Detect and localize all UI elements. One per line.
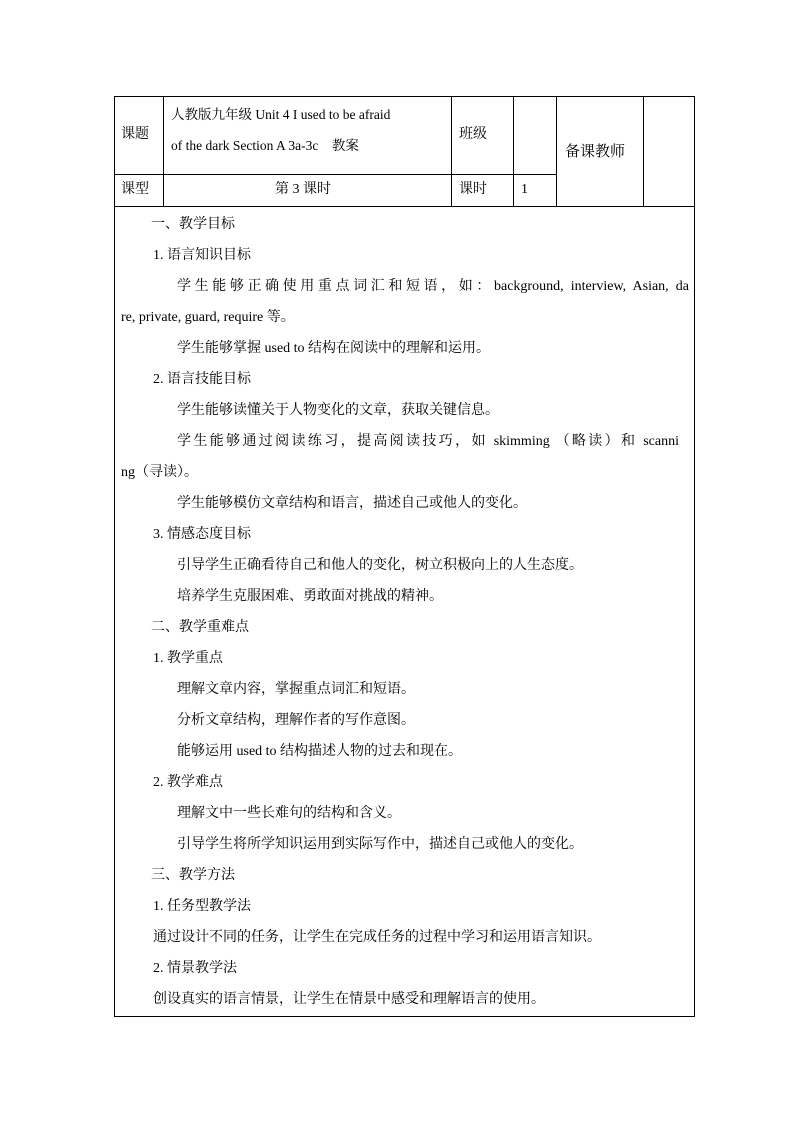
paragraph-line: 能够运用 used to 结构描述人物的过去和现在。 [177, 744, 463, 759]
paragraph-line: 引导学生将所学知识运用到实际写作中，描述自己或他人的变化。 [177, 837, 583, 852]
lesson-title-line-1: 人教版九年级 Unit 4 I used to be afraid [171, 107, 391, 122]
subsection-title: 1. 任务型教学法 [153, 899, 251, 914]
subsection-title: 2. 语言技能目标 [153, 372, 251, 387]
header-bottom-divider [115, 206, 694, 207]
paragraph-line: 引导学生正确看待自己和他人的变化，树立积极向上的人生态度。 [177, 558, 583, 573]
col-divider [556, 97, 557, 206]
hours-value: 1 [521, 182, 528, 197]
paragraph-line: 学生能够模仿文章结构和语言，描述自己或他人的变化。 [177, 496, 527, 511]
subsection-title: 1. 教学重点 [153, 651, 223, 666]
paragraph-line: ng（寻读）。 [121, 465, 198, 480]
paragraph-line: re, private, guard, require 等。 [121, 310, 295, 325]
topic-label: 课题 [121, 127, 149, 142]
type-value: 第 3 课时 [275, 182, 331, 197]
type-label: 课型 [121, 182, 149, 197]
subsection-title: 2. 教学难点 [153, 775, 223, 790]
lesson-plan-table [114, 96, 695, 1017]
section-title: 三、教学方法 [151, 868, 235, 883]
section-title: 二、教学重难点 [151, 620, 249, 635]
subsection-title: 1. 语言知识目标 [153, 248, 251, 263]
subsection-title: 3. 情感态度目标 [153, 527, 251, 542]
lesson-title-line-2: of the dark Section A 3a-3c 教案 [171, 138, 359, 153]
col-divider [513, 97, 514, 206]
teacher-label: 备课教师 [565, 144, 626, 160]
paragraph-line: 培养学生克服困难、勇敢面对挑战的精神。 [177, 589, 443, 604]
paragraph-line: 学生能够掌握 used to 结构在阅读中的理解和运用。 [177, 341, 491, 356]
col-divider [451, 97, 452, 206]
paragraph-line: 理解文章内容，掌握重点词汇和短语。 [177, 682, 415, 697]
paragraph-line: 分析文章结构，理解作者的写作意图。 [177, 713, 415, 728]
section-title: 一、教学目标 [151, 217, 235, 232]
paragraph-line: 学生能够读懂关于人物变化的文章，获取关键信息。 [177, 403, 499, 418]
subsection-title: 2. 情景教学法 [153, 961, 237, 976]
paragraph-line: 理解文中一些长难句的结构和含义。 [177, 806, 401, 821]
col-divider [163, 97, 164, 206]
paragraph-line: 学生能够正确使用重点词汇和短语，如：background, interview, Asian, da [177, 279, 689, 294]
paragraph-line: 学生能够通过阅读练习，提高阅读技巧，如 skimming （略读）和 scanni [177, 434, 679, 449]
hours-label: 课时 [459, 182, 487, 197]
paragraph-line: 通过设计不同的任务，让学生在完成任务的过程中学习和运用语言知识。 [153, 930, 601, 945]
class-label: 班级 [459, 127, 487, 142]
lesson-title [171, 99, 451, 161]
row-divider [115, 174, 557, 175]
paragraph-line: 创设真实的语言情景，让学生在情景中感受和理解语言的使用。 [153, 992, 545, 1007]
col-divider [643, 97, 644, 206]
